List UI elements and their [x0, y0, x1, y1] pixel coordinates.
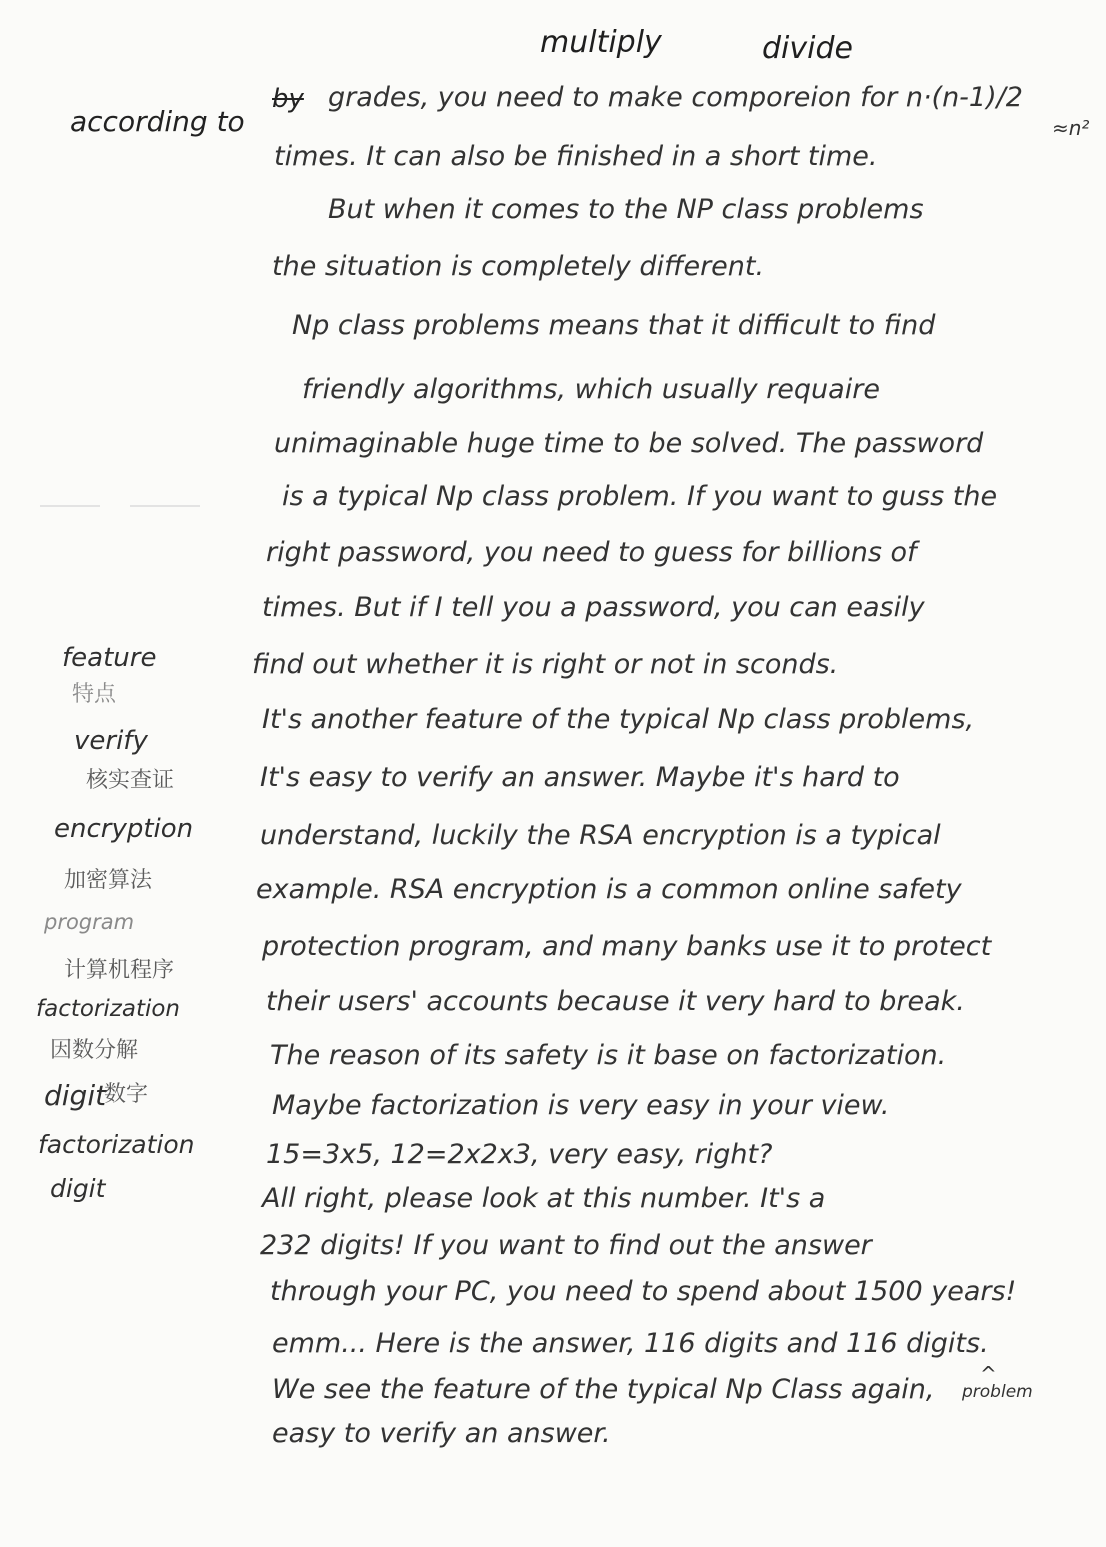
body-line-13: It's easy to verify an answer. Maybe it's hard to	[260, 762, 900, 793]
struck-word: by	[272, 84, 304, 114]
body-line-12: It's another feature of the typical Np class problems,	[262, 704, 975, 735]
body-line-25: We see the feature of the typical Np Class again,	[272, 1374, 935, 1405]
gloss-program-zh: 计算机程序	[64, 958, 175, 983]
body-line-10: times. But if I tell you a password, you can easily	[262, 592, 925, 623]
gloss-factorization: factorization	[36, 996, 180, 1022]
body-line-14: understand, luckily the RSA encryption is a typical	[260, 820, 941, 851]
body-line-9: right password, you need to guess for billions of	[266, 537, 917, 568]
body-line-26: easy to verify an answer.	[272, 1418, 611, 1449]
gloss-factorization-zh: 因数分解	[50, 1038, 139, 1063]
annotation-according-to: according to	[70, 105, 245, 138]
body-line-4: the situation is completely different.	[272, 251, 765, 282]
body-line-19: Maybe factorization is very easy in your view.	[272, 1090, 890, 1121]
body-line-18: The reason of its safety is it base on factorization.	[270, 1040, 947, 1071]
gloss-digit-zh: 数字	[104, 1082, 149, 1107]
gloss-encryption-zh: 加密算法	[64, 868, 153, 893]
annotation-divide: divide	[762, 31, 853, 66]
body-line-1: grades, you need to make comporeion for n·(n-1)/2	[328, 82, 1023, 113]
insertion-caret: ^	[980, 1362, 997, 1386]
body-line-3: But when it comes to the NP class problems	[328, 194, 924, 225]
gloss-digit-repeat: digit	[50, 1174, 106, 1203]
gloss-feature-zh: 特点	[72, 682, 117, 707]
body-line-2: times. It can also be finished in a short time.	[274, 141, 878, 172]
bleed-mark	[40, 505, 100, 507]
body-line-15: example. RSA encryption is a common online safety	[256, 874, 962, 905]
body-line-23: through your PC, you need to spend about 1500 years!	[270, 1276, 1017, 1307]
bleed-mark	[130, 505, 200, 507]
gloss-digit: digit	[44, 1079, 107, 1112]
annotation-problem: problem	[962, 1382, 1033, 1402]
body-line-22: 232 digits! If you want to find out the answer	[260, 1230, 872, 1261]
body-line-24: emm... Here is the answer, 116 digits and 116 digits.	[272, 1328, 989, 1359]
body-line-6: friendly algorithms, which usually requaire	[302, 374, 880, 405]
body-line-7: unimaginable huge time to be solved. The password	[274, 428, 984, 459]
body-line-5: Np class problems means that it difficult to find	[292, 310, 936, 341]
body-line-16: protection program, and many banks use it to protect	[262, 931, 992, 962]
body-line-11: find out whether it is right or not in sconds.	[252, 649, 839, 680]
body-line-20: 15=3x5, 12=2x2x3, very easy, right?	[266, 1139, 773, 1170]
gloss-verify-zh: 核实查证	[86, 768, 175, 793]
body-line-21: All right, please look at this number. It's a	[262, 1183, 826, 1214]
annotation-multiply: multiply	[540, 25, 662, 60]
gloss-feature: feature	[62, 643, 157, 673]
gloss-verify: verify	[74, 726, 148, 756]
gloss-factorization-repeat: factorization	[38, 1130, 195, 1159]
gloss-program: program	[44, 910, 135, 934]
gloss-encryption: encryption	[54, 814, 194, 844]
annotation-n-squared: ≈n²	[1052, 116, 1090, 140]
body-line-8: is a typical Np class problem. If you want to guss the	[282, 481, 998, 512]
body-line-17: their users' accounts because it very hard to break.	[266, 986, 965, 1017]
